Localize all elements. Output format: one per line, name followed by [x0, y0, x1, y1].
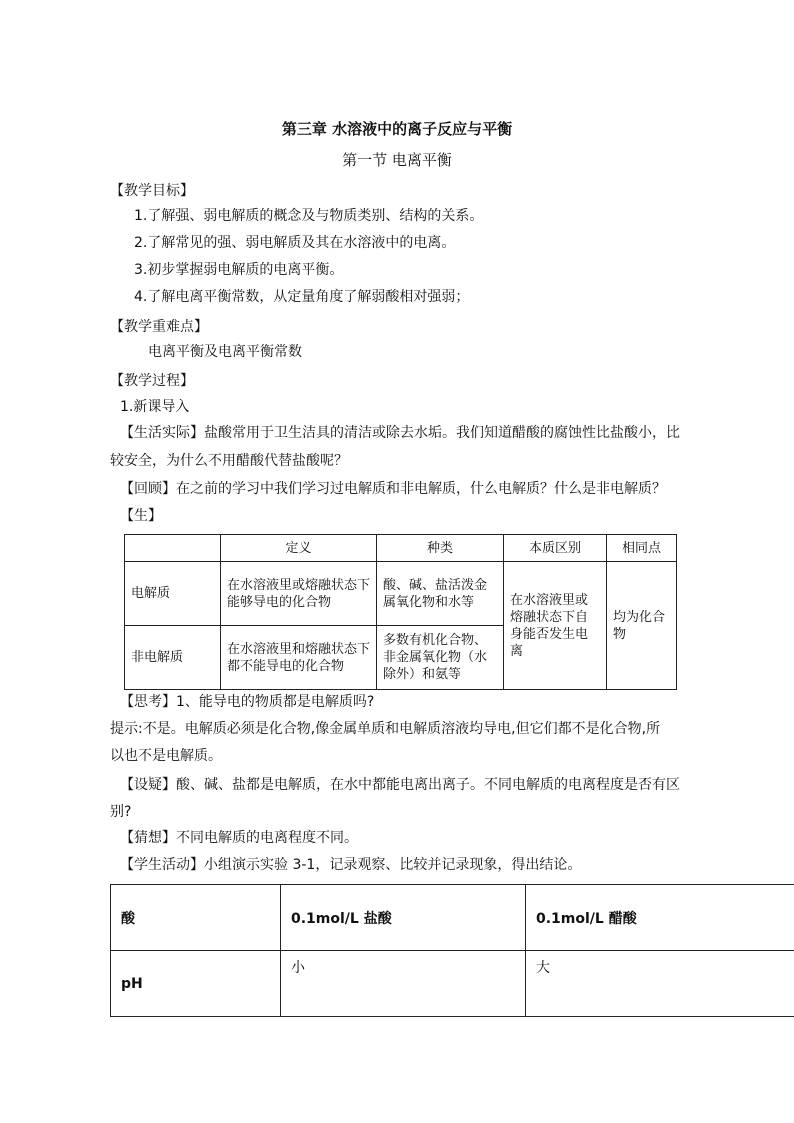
objectives-heading: 【教学目标】	[110, 183, 194, 199]
table-header-cell	[125, 535, 221, 562]
essential-difference-cell: 在水溶液里或熔融状态下自身能否发生电离	[504, 562, 607, 690]
objective-item-4: 4.了解电离平衡常数，从定量角度了解弱酸相对强弱；	[134, 289, 470, 305]
table-header-cell: 酸	[111, 885, 281, 951]
review-text: 【回顾】在之前的学习中我们学习过电解质和非电解质，什么电解质？什么是非电解质？	[120, 481, 666, 497]
table-header-cell: 种类	[377, 535, 504, 562]
kinds-cell: 多数有机化合物、非金属氧化物（水除外）和氨等	[377, 626, 504, 690]
table-header-row	[111, 885, 794, 951]
hint-line1: 提示:不是。电解质必须是化合物,像金属单质和电解质溶液均导电,但它们都不是化合物,所	[110, 721, 661, 737]
objective-item-1: 1.了解强、弱电解质的概念及与物质类别、结构的关系。	[134, 208, 484, 224]
row-name-nonelectrolyte: 非电解质	[125, 626, 221, 690]
acid-comparison-table	[110, 884, 794, 1017]
definition-cell: 在水溶液里或熔融状态下能够导电的化合物	[221, 562, 377, 626]
row-name-electrolyte: 电解质	[125, 562, 221, 626]
table-header-cell: 0.1mol/L 盐酸	[281, 885, 526, 951]
page-title: 第三章 水溶液中的离子反应与平衡	[281, 120, 513, 138]
section-subtitle: 第一节 电离平衡	[342, 151, 452, 169]
think-question: 【思考】1、能导电的物质都是电解质吗?	[120, 694, 375, 710]
table-cell: pH	[111, 951, 281, 1017]
student-label: 【生】	[120, 508, 162, 524]
activity-text: 【学生活动】小组演示实验 3-1，记录观察、比较并记录现象，得出结论。	[120, 857, 582, 873]
objective-item-3: 3.初步掌握弱电解质的电离平衡。	[134, 262, 344, 278]
table-cell: 小	[281, 951, 526, 1017]
objective-item-2: 2.了解常见的强、弱电解质及其在水溶液中的电离。	[134, 235, 456, 251]
electrolyte-table	[124, 534, 677, 690]
keypoints-text: 电离平衡及电离平衡常数	[148, 344, 302, 360]
life-example-line1: 【生活实际】盐酸常用于卫生洁具的清洁或除去水垢。我们知道醋酸的腐蚀性比盐酸小，比	[120, 425, 680, 441]
table-row	[125, 562, 677, 626]
table-row	[111, 951, 794, 1017]
definition-cell: 在水溶液里和熔融状态下都不能导电的化合物	[221, 626, 377, 690]
kinds-cell: 酸、碱、盐活泼金属氧化物和水等	[377, 562, 504, 626]
life-example-line2: 较安全，为什么不用醋酸代替盐酸呢？	[110, 453, 348, 469]
keypoints-heading: 【教学重难点】	[110, 319, 208, 335]
doubt-line1: 【设疑】酸、碱、盐都是电解质，在水中都能电离出离子。不同电解质的电离程度是否有区	[120, 777, 680, 793]
common-point-cell: 均为化合物	[607, 562, 677, 690]
table-header-cell: 定义	[221, 535, 377, 562]
table-header-cell: 本质区别	[504, 535, 607, 562]
table-header-cell: 0.1mol/L 醋酸	[526, 885, 794, 951]
process-heading: 【教学过程】	[110, 373, 194, 389]
doubt-line2: 别?	[110, 804, 132, 820]
table-cell: 大	[526, 951, 794, 1017]
hint-line2: 以也不是电解质。	[110, 748, 222, 764]
guess-text: 【猜想】不同电解质的电离程度不同。	[120, 830, 358, 846]
table-header-row	[125, 535, 677, 562]
table-header-cell: 相同点	[607, 535, 677, 562]
step-intro: 1.新课导入	[120, 399, 190, 415]
